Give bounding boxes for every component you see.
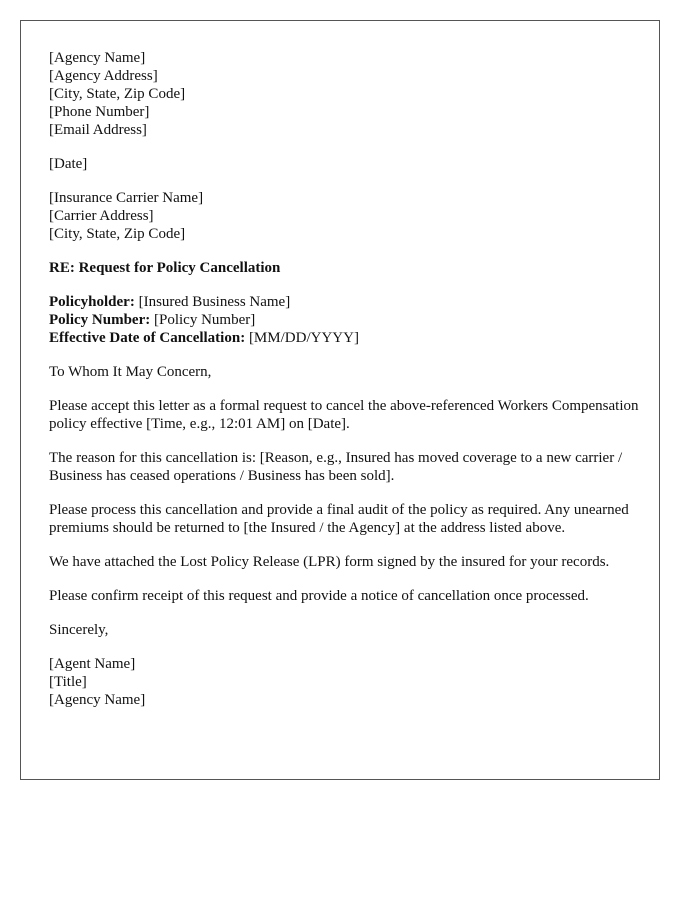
policy-number-row — [49, 311, 639, 329]
subject-line: RE: Request for Policy Cancellation — [49, 260, 281, 276]
body-paragraph-request: Please accept this letter as a formal request to cancel the above-referenced Workers Compensation policy effective [Time, e.g., 12:01 AM] on [Date]. — [49, 398, 639, 432]
policyholder-row — [49, 293, 639, 311]
body-paragraph-audit: Please process this cancellation and provide a final audit of the policy as required. Any unearned premiums should be returned to [the Insured / the Agency] at the address listed above. — [49, 502, 629, 536]
policyholder-label: Policyholder: — [49, 294, 135, 310]
effective-date-row — [49, 329, 639, 347]
recipient-carrier-name: [Insurance Carrier Name] — [49, 190, 204, 206]
sender-email: [Email Address] — [49, 122, 147, 138]
letter-page — [20, 20, 660, 780]
signature-agent-name: [Agent Name] — [49, 656, 136, 672]
recipient-city-state-zip: [City, State, Zip Code] — [49, 226, 186, 242]
closing: Sincerely, — [49, 622, 109, 638]
sender-city-state-zip: [City, State, Zip Code] — [49, 86, 186, 102]
body-paragraph-reason: The reason for this cancellation is: [Reason, e.g., Insured has moved coverage to a new carrier / Business has ceased operations / Business has been sold]. — [49, 450, 623, 484]
signature-title: [Title] — [49, 674, 87, 690]
policyholder-value: [Insured Business Name] — [138, 294, 291, 310]
sender-address-block — [49, 49, 639, 139]
subject-block — [49, 259, 639, 277]
recipient-carrier-address: [Carrier Address] — [49, 208, 154, 224]
policy-number-label: Policy Number: — [49, 312, 151, 328]
letter-date: [Date] — [49, 156, 88, 172]
sender-agency-address: [Agency Address] — [49, 68, 158, 84]
body-paragraph-confirm: Please confirm receipt of this request and provide a notice of cancellation once processed. — [49, 588, 589, 604]
letter-content — [49, 49, 639, 725]
recipient-address-block — [49, 189, 639, 243]
policy-details-block — [49, 293, 639, 347]
policy-number-value: [Policy Number] — [153, 312, 256, 328]
signature-agency-name: [Agency Name] — [49, 692, 146, 708]
sender-phone: [Phone Number] — [49, 104, 150, 120]
effective-date-label: Effective Date of Cancellation: — [49, 330, 246, 346]
date-block — [49, 155, 639, 173]
sender-agency-name: [Agency Name] — [49, 50, 146, 66]
salutation: To Whom It May Concern, — [49, 364, 212, 380]
body-paragraph-attachment: We have attached the Lost Policy Release (LPR) form signed by the insured for your records. — [49, 554, 610, 570]
signature-block — [49, 655, 639, 709]
effective-date-value: [MM/DD/YYYY] — [248, 330, 359, 346]
